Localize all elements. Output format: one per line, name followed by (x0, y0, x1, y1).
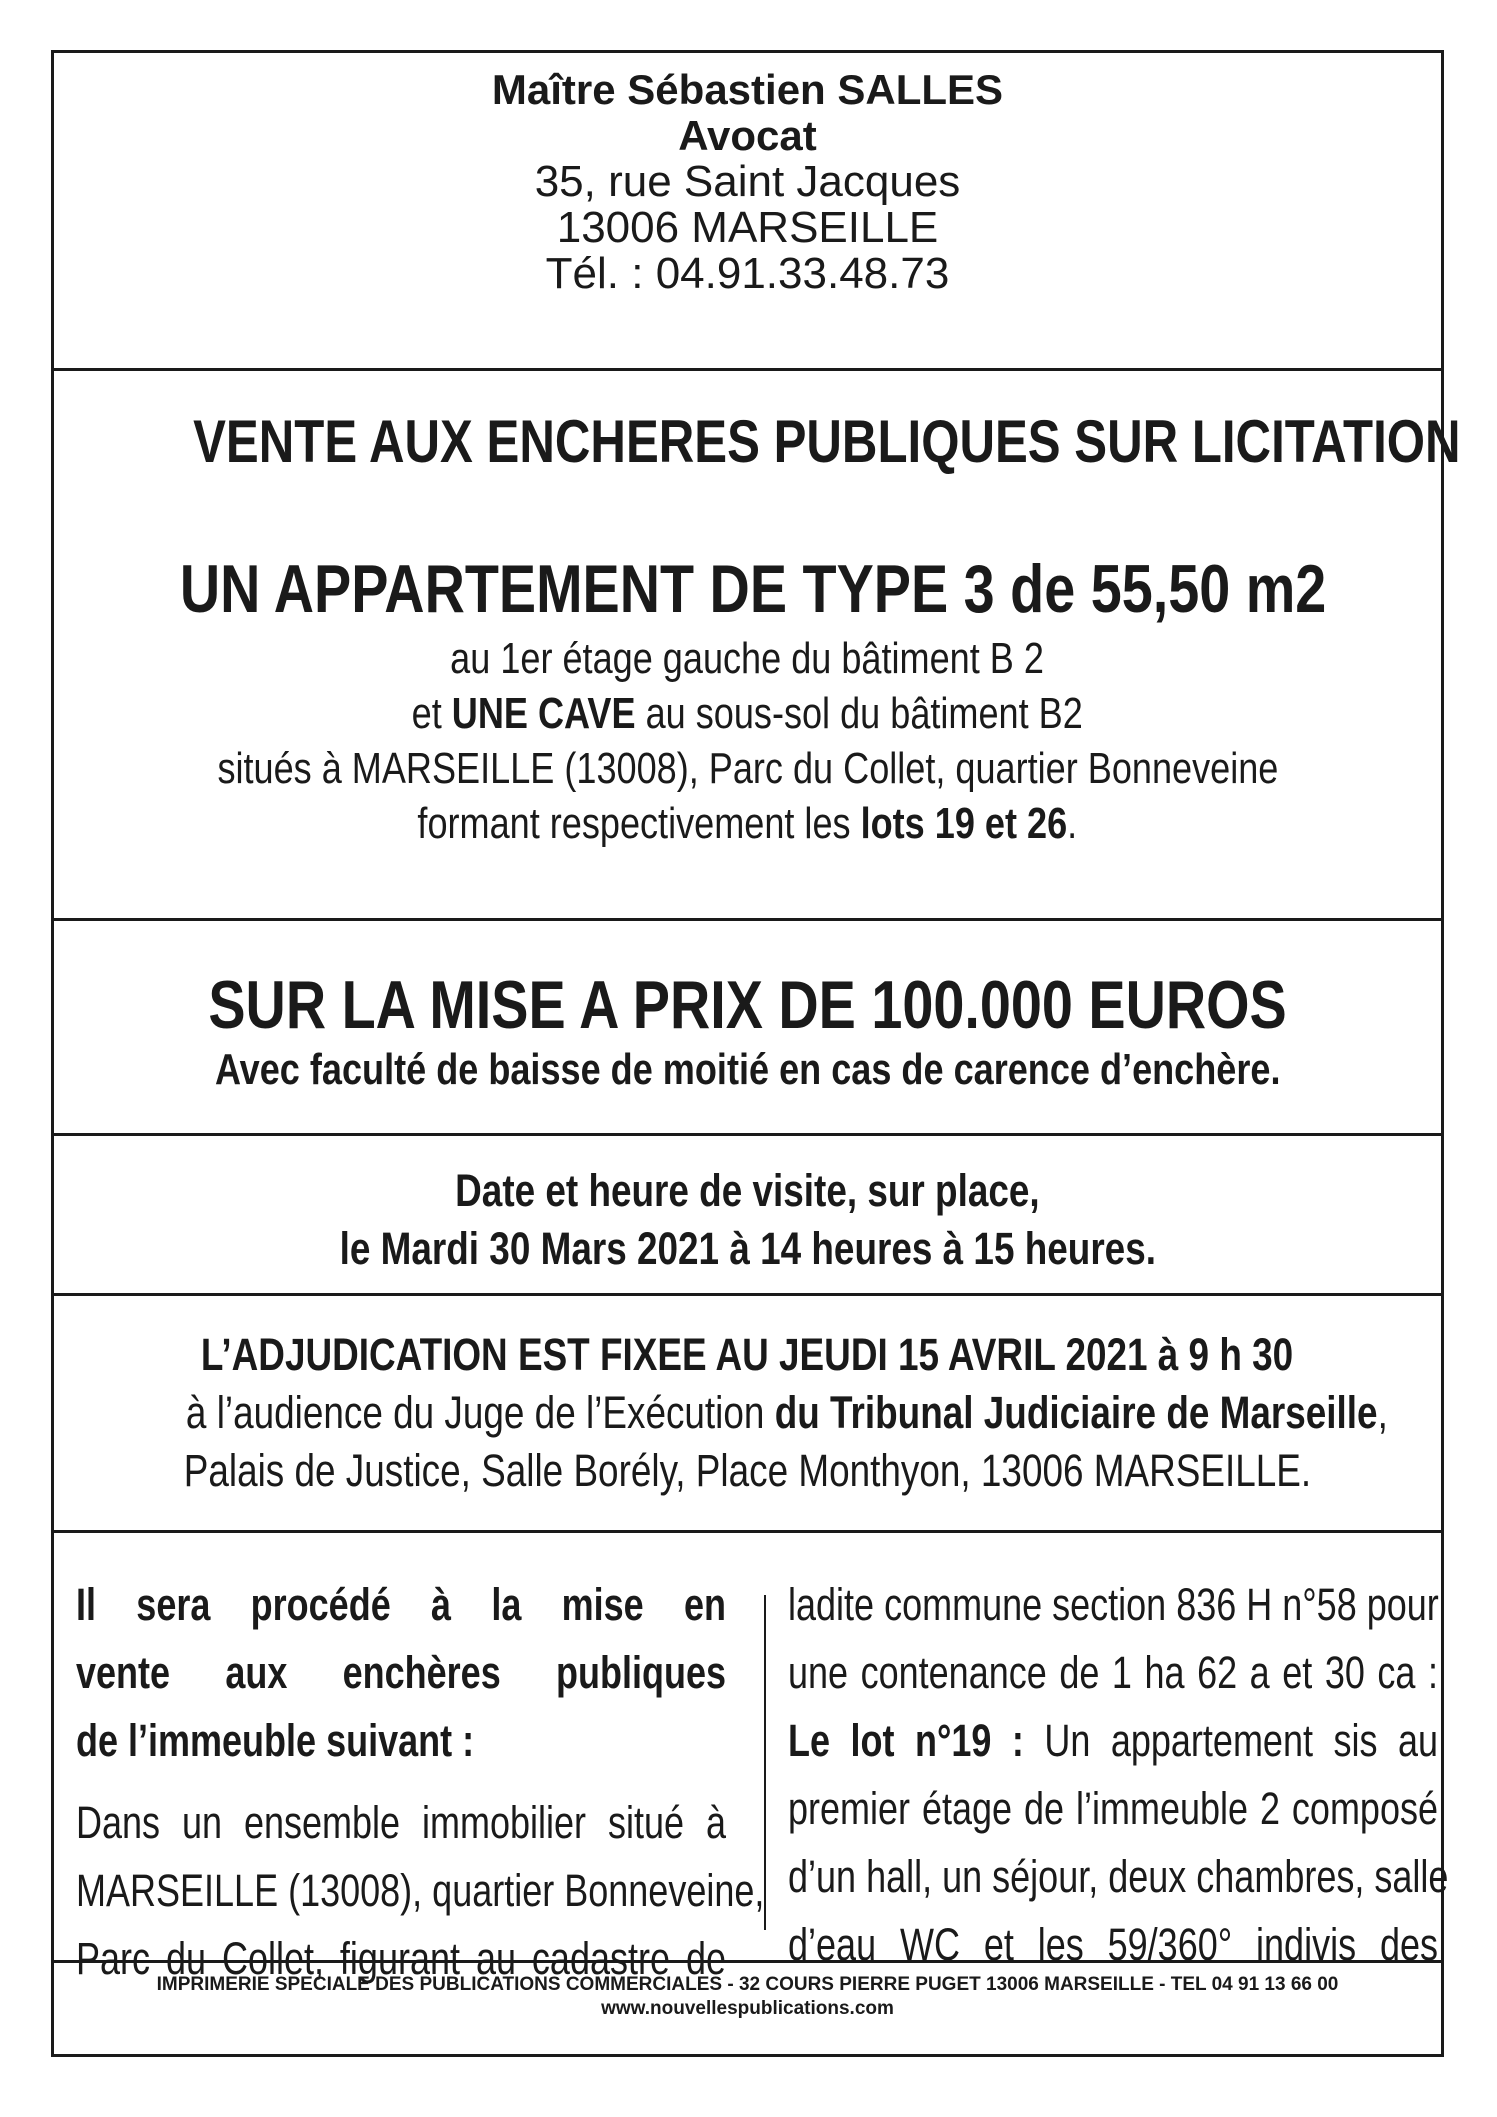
visit-section (54, 1136, 1441, 1296)
footer (54, 1965, 1441, 2055)
intro-line: vente aux enchères publiques (76, 1647, 726, 1698)
adjudication-date: L’ADJUDICATION EST FIXEE AU JEUDI 15 AVRIL 2021 à 9 h 30 (201, 1329, 1294, 1380)
visit-line-2: le Mardi 30 Mars 2021 à 14 heures à 15 heures. (339, 1223, 1156, 1274)
body-line: premier étage de l’immeuble 2 composé (788, 1783, 1438, 1834)
body-section (54, 1533, 1449, 1984)
lawyer-name: Maître Sébastien SALLES (491, 66, 1004, 113)
lawyer-title: Avocat (678, 112, 817, 159)
adjudication-court: à l’audience du Juge de l’Exécution du Tribunal Judiciaire de Marseille, (185, 1387, 1388, 1438)
sale-heading: VENTE AUX ENCHERES PUBLIQUES SUR LICITATION (193, 408, 1461, 475)
property-line-4: formant respectivement les lots 19 et 26. (417, 799, 1078, 848)
lawyer-street: 35, rue Saint Jacques (534, 157, 961, 206)
sale-section (54, 371, 1461, 921)
lot-line: Le lot n°19 : Un appartement sis au (788, 1715, 1438, 1766)
adjudication-place: Palais de Justice, Salle Borély, Place Monthyon, 13006 MARSEILLE. (183, 1445, 1312, 1496)
body-line: d’eau WC et les 59/360° indivis des (788, 1919, 1438, 1970)
body-line: une contenance de 1 ha 62 a et 30 ca : (788, 1647, 1438, 1698)
lawyer-phone: Tél. : 04.91.33.48.73 (545, 249, 950, 298)
footer-printer: IMPRIMERIE SPECIALE DES PUBLICATIONS COMMERCIALES - 32 COURS PIERRE PUGET 13006 MARSEILLE - TEL 04 91 13 66 00 (156, 1974, 1339, 1995)
body-line: MARSEILLE (13008), quartier Bonneveine, (76, 1865, 765, 1916)
property-line-3: situés à MARSEILLE (13008), Parc du Collet, quartier Bonneveine (217, 744, 1278, 793)
lawyer-city: 13006 MARSEILLE (556, 203, 939, 252)
price-section (54, 921, 1441, 1136)
body-line: Dans un ensemble immobilier situé à (76, 1797, 726, 1848)
property-line-2: et UNE CAVE au sous-sol du bâtiment B2 (411, 689, 1084, 738)
column-divider (764, 1595, 766, 1930)
footer-website: www.nouvellespublications.com (601, 1998, 894, 2019)
price-heading: SUR LA MISE A PRIX DE 100.000 EUROS (208, 967, 1287, 1043)
price-note: Avec faculté de baisse de moitié en cas de carence d’enchère. (214, 1045, 1281, 1094)
intro-line: Il sera procédé à la mise en (76, 1579, 726, 1630)
body-line: ladite commune section 836 H n°58 pour (788, 1579, 1439, 1630)
adjudication-section (54, 1296, 1441, 1533)
notice-frame (51, 50, 1461, 2057)
property-line-1: au 1er étage gauche du bâtiment B 2 (450, 634, 1045, 683)
right-column (788, 1571, 1449, 1979)
body-line: Parc du Collet, figurant au cadastre de (76, 1933, 726, 1984)
left-column (76, 1571, 765, 1993)
body-line: d’un hall, un séjour, deux chambres, salle (788, 1851, 1449, 1902)
property-title: UN APPARTEMENT DE TYPE 3 de 55,50 m2 (179, 551, 1327, 627)
visit-line-1: Date et heure de visite, sur place, (455, 1165, 1040, 1216)
lawyer-section (54, 53, 1441, 371)
intro-line: de l’immeuble suivant : (76, 1715, 475, 1766)
